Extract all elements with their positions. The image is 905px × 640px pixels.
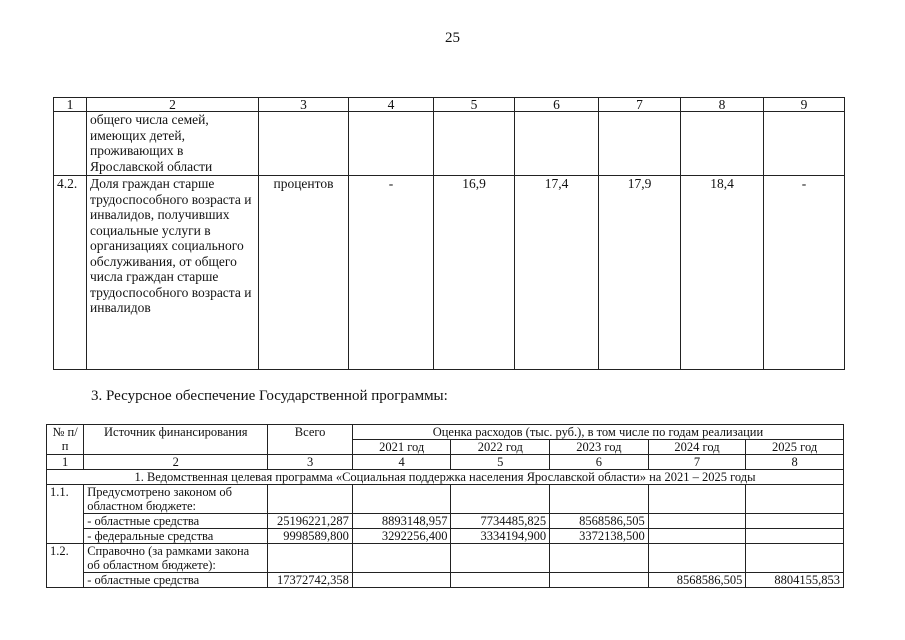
- value-cell: 17,9: [599, 176, 681, 370]
- header-total: Всего: [268, 425, 353, 455]
- col-number: 4: [349, 98, 434, 112]
- table-row: [47, 544, 844, 573]
- page-number: 25: [445, 30, 460, 46]
- column-numbers-row: [47, 455, 844, 470]
- value-cell: 8804155,853: [746, 573, 844, 588]
- source-label: - областные средства: [84, 514, 268, 529]
- col-number: 4: [352, 455, 451, 470]
- value-cell: 8893148,957: [352, 514, 451, 529]
- table-header-row: [54, 98, 845, 112]
- indicators-table: [53, 97, 845, 370]
- header-num: № п/п: [47, 425, 84, 455]
- col-number: 9: [764, 98, 845, 112]
- header-year: 2025 год: [746, 440, 844, 455]
- value-cell: 3372138,500: [550, 529, 649, 544]
- col-number: 6: [550, 455, 649, 470]
- row-title: Предусмотрено законом об областном бюджете:: [84, 485, 268, 514]
- source-label: - федеральные средства: [84, 529, 268, 544]
- col-number: 5: [451, 455, 550, 470]
- program-title-row: [47, 470, 844, 485]
- col-number: 2: [84, 455, 268, 470]
- value-cell: [451, 573, 550, 588]
- row-title: Справочно (за рамками закона об областном бюджете):: [84, 544, 268, 573]
- col-number: 2: [87, 98, 259, 112]
- value-cell: 7734485,825: [451, 514, 550, 529]
- row-number: 1.1.: [47, 485, 84, 544]
- indicator-name: Доля граждан старше трудоспособного возраста и инвалидов, получивших социальные услуги в организациях социального обслуживания, от общего числа граждан старше трудоспособного возраста и инвалидов: [87, 176, 259, 370]
- col-number: 3: [259, 98, 349, 112]
- col-number: 8: [746, 455, 844, 470]
- value-cell: [746, 514, 844, 529]
- col-number: 6: [515, 98, 599, 112]
- value-cell: 3292256,400: [352, 529, 451, 544]
- source-label: - областные средства: [84, 573, 268, 588]
- header-year: 2023 год: [550, 440, 649, 455]
- header-estimate: Оценка расходов (тыс. руб.), в том числе по годам реализации: [352, 425, 843, 440]
- table-row: [54, 112, 845, 176]
- value-cell: -: [764, 176, 845, 370]
- indicator-name-continued: общего числа семей, имеющих детей, проживающих в Ярославской области: [87, 112, 259, 176]
- table-row: [47, 573, 844, 588]
- value-cell: 17,4: [515, 176, 599, 370]
- col-number: 1: [47, 455, 84, 470]
- col-number: 3: [268, 455, 353, 470]
- value-cell: 3334194,900: [451, 529, 550, 544]
- table-row: [54, 176, 845, 370]
- table-row: [47, 485, 844, 514]
- value-cell: [352, 573, 451, 588]
- value-cell: -: [349, 176, 434, 370]
- table-row: [47, 514, 844, 529]
- value-cell: 9998589,800: [268, 529, 353, 544]
- header-year: 2022 год: [451, 440, 550, 455]
- value-cell: 8568586,505: [648, 573, 746, 588]
- value-cell: 16,9: [434, 176, 515, 370]
- col-number: 7: [599, 98, 681, 112]
- col-number: 5: [434, 98, 515, 112]
- col-number: 8: [681, 98, 764, 112]
- value-cell: 25196221,287: [268, 514, 353, 529]
- header-source: Источник финансирования: [84, 425, 268, 455]
- table-row: [47, 529, 844, 544]
- value-cell: [648, 514, 746, 529]
- value-cell: 8568586,505: [550, 514, 649, 529]
- section-title: 3. Ресурсное обеспечение Государственной программы:: [91, 388, 448, 404]
- col-number: 1: [54, 98, 87, 112]
- table-header-row: [47, 425, 844, 440]
- row-number: 4.2.: [54, 176, 87, 370]
- funding-table: [46, 424, 844, 588]
- unit-cell: процентов: [259, 176, 349, 370]
- value-cell: 17372742,358: [268, 573, 353, 588]
- row-number: 1.2.: [47, 544, 84, 588]
- header-year: 2021 год: [352, 440, 451, 455]
- value-cell: [746, 529, 844, 544]
- header-year: 2024 год: [648, 440, 746, 455]
- value-cell: [648, 529, 746, 544]
- value-cell: 18,4: [681, 176, 764, 370]
- program-title: 1. Ведомственная целевая программа «Социальная поддержка населения Ярославской области» на 2021 – 2025 годы: [47, 470, 844, 485]
- col-number: 7: [648, 455, 746, 470]
- value-cell: [550, 573, 649, 588]
